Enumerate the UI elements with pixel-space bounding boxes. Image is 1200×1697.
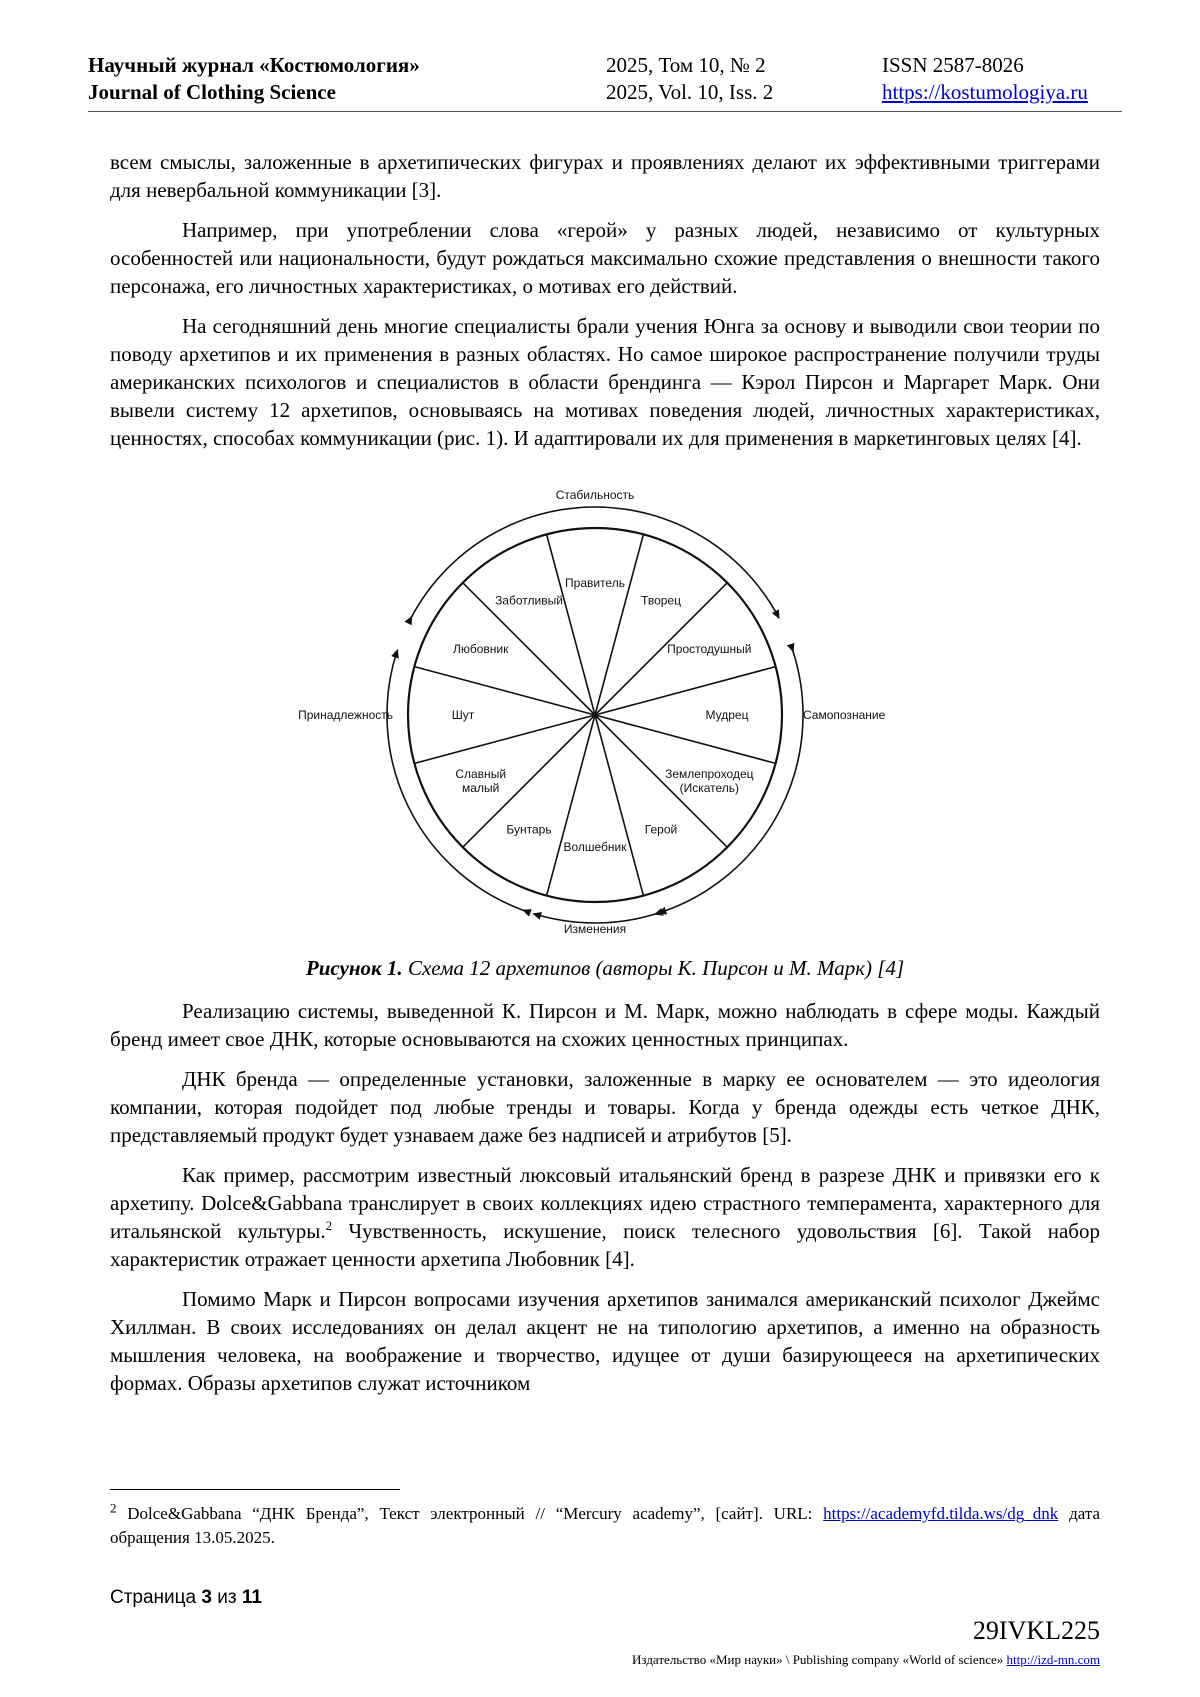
page-total: 11 (241, 1587, 262, 1608)
journal-title-ru: Научный журнал «Костюмология» (88, 53, 420, 77)
footnote-divider (110, 1489, 400, 1490)
page-word: Страница (110, 1587, 197, 1608)
paragraph-5: ДНК бренда — определенные установки, заложенные в марку ее основателем — это идеология компании, которая подойдет под любые тренды и товары. Когда у бренда одежды есть четкое ДНК, представляемый продукт будет узнаваем даже без надписей и атрибутов [5]. (110, 1067, 1100, 1147)
figure-caption-text: Схема 12 архетипов (авторы К. Пирсон и М. Марк) [4] (402, 956, 905, 980)
paragraph-1: всем смыслы, заложенные в архетипических фигурах и проявлениях делают их эффективными триггерами для невербальной коммуникации [3]. (110, 150, 1100, 202)
publisher-link[interactable]: http://izd-mn.com (1006, 1652, 1100, 1667)
issn-block (882, 52, 1088, 106)
paragraph-6 (110, 1161, 1100, 1273)
publisher-text: Издательство «Мир науки» \ Publishing company «World of science» (632, 1652, 1007, 1667)
journal-header (88, 52, 1122, 112)
journal-title (88, 52, 420, 106)
archetype-label: Шут (451, 708, 475, 722)
page-of: из (217, 1587, 237, 1608)
footnote-date: дата обращения 13.05.2025. (110, 1504, 1101, 1547)
archetype-label: Творец (641, 593, 681, 608)
page-number (110, 1587, 262, 1609)
archetype-label: Простодушный (667, 642, 752, 656)
article-body-bottom (110, 997, 1100, 1409)
archetype-label: Бунтарь (506, 822, 552, 837)
footnote-number: 2 (110, 1500, 117, 1516)
wheel-spoke (414, 715, 595, 763)
journal-site-link[interactable]: https://kostumologiya.ru (882, 80, 1088, 104)
wheel-spoke (414, 667, 595, 715)
wheel-spoke (547, 715, 595, 896)
journal-title-en: Journal of Clothing Science (88, 80, 336, 104)
arrow-arc-top (411, 507, 778, 617)
wheel-spoke (595, 667, 776, 715)
paragraph-6-part-b: Чувственность, искушение, поиск телесного удовольствия [6]. Такой набор характеристик отражает ценности архетипа Любовник [4]. (110, 1219, 1100, 1271)
figure-caption (110, 956, 1100, 981)
wheel-spoke (595, 534, 643, 715)
paragraph-3: На сегодняшний день многие специалисты брали учения Юнга за основу и выводили свои теории по поводу архетипов и их применения в разных областях. Но самое широкое распространение получили труды американских психологов и специалистов в области брендинга — Кэрол Пирсон и Маргарет Марк. Они вывели систему 12 архетипов, основываясь на мотивах поведения людей, личностных характеристиках, ценностях, способах коммуникации (рис. 1). И адаптировали их для применения в маркетинговых целях [4]. (110, 314, 1100, 450)
axis-label-change: Изменения (563, 922, 627, 936)
footnote (110, 1502, 1100, 1550)
article-code: 29IVKL225 (972, 1616, 1100, 1645)
paragraph-2: Например, при употреблении слова «герой» у разных людей, независимо от культурных особенностей или национальности, будут рождаться максимально схожие представления о внешности такого персонажа, его личностных характеристиках, о мотивах его действий. (110, 218, 1100, 298)
footnote-link[interactable]: https://academyfd.tilda.ws/dg_dnk (823, 1504, 1059, 1523)
issue-en: 2025, Vol. 10, Iss. 2 (606, 80, 774, 104)
axis-label-self-knowledge: Самопознание (803, 708, 886, 722)
issn: ISSN 2587-8026 (882, 53, 1024, 77)
archetype-label: Заботливый (495, 593, 563, 608)
wheel-spoke (595, 715, 776, 763)
wheel-spoke (595, 715, 643, 896)
archetype-label: Землепроходец (Искатель) (665, 767, 754, 795)
axis-label-belonging: Принадлежность (298, 708, 393, 722)
issue-ru: 2025, Том 10, № 2 (606, 53, 766, 77)
axis-label-stability: Стабильность (555, 488, 635, 502)
footnote-ref[interactable]: 2 (325, 1218, 333, 1233)
publisher-line (632, 1652, 1100, 1668)
archetype-label: Любовник (452, 642, 509, 656)
archetype-label: Мудрец (705, 708, 749, 722)
wheel-spoke (547, 534, 595, 715)
footnote-text: Dolce&Gabbana “ДНК Бренда”, Текст электронный // “Mercury academy”, [сайт]. URL: (116, 1504, 824, 1523)
figure-caption-label: Рисунок 1. (305, 956, 403, 980)
page-current: 3 (201, 1587, 212, 1608)
article-body-top (110, 148, 1100, 464)
archetype-label: Славный малый (455, 767, 507, 795)
header-divider (88, 111, 1122, 112)
archetype-label: Правитель (565, 576, 625, 590)
paragraph-4: Реализацию системы, выведенной К. Пирсон и М. Марк, можно наблюдать в сфере моды. Каждый бренд имеет свое ДНК, которые основываются на схожих ценностных принципах. (110, 999, 1100, 1051)
issue-info (606, 52, 773, 106)
paragraph-6-part-a: Как пример, рассмотрим известный люксовый итальянский бренд в разрезе ДНК и привязки его к архетипу. Dolce&Gabbana транслирует в своих коллекциях идею страстного темперамента, характерного для итальянской культуры. (110, 1163, 1100, 1243)
paragraph-7: Помимо Марк и Пирсон вопросами изучения архетипов занимался американский психолог Джеймс Хиллман. В своих исследованиях он делал акцент не на типологию архетипов, а именно на образность мышления человека, на воображение и творчество, идущее от души базирующееся на архетипических формах. Образы архетипов служат источником (110, 1287, 1100, 1395)
archetype-label: Волшебник (563, 840, 627, 854)
archetype-label: Герой (644, 822, 678, 837)
archetype-wheel-figure (278, 488, 886, 938)
